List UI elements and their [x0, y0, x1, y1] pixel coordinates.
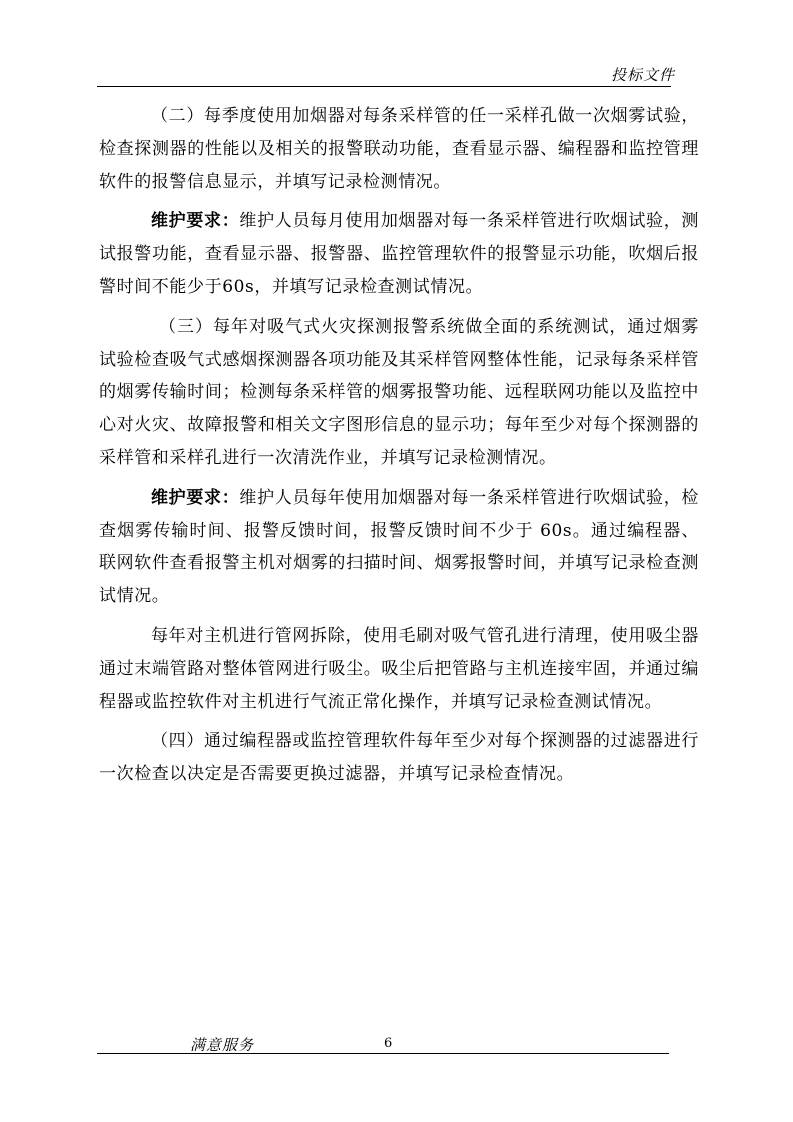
paragraph-inspection-annual [99, 311, 699, 475]
footer-left-text: 满意服务 [190, 1036, 255, 1054]
header-title: 投标文件 [610, 66, 675, 84]
paragraph-text: 每年对主机进行管网拆除，使用毛刷对吸气管孔进行清理，使用吸尘器通过末端管路对整体管网进行吸尘。吸尘后把管路与主机连接牢固，并通过编程器或监控软件对主机进行气流正常化操作，并填写记录检查测试情况。 [99, 625, 699, 712]
paragraph-pipe-cleaning [99, 620, 699, 718]
header-rule [97, 86, 671, 87]
paragraph-maintenance-annual [99, 482, 699, 613]
paragraph-text: 维护人员每年使用加烟器对每一条采样管进行吹烟试验，检查烟雾传输时间、报警反馈时间，报警反馈时间不少于 60s。通过编程器、联网软件查看报警主机对烟雾的扫描时间、烟雾报警时间，并填写记录检查测试情况。 [99, 487, 699, 607]
paragraph-text: （二）每季度使用加烟器对每条采样管的任一采样孔做一次烟雾试验，检查探测器的性能以及相关的报警联动功能，查看显示器、编程器和监控管理软件的报警信息显示，并填写记录检测情况。 [99, 106, 699, 192]
footer-rule [97, 1053, 669, 1054]
paragraph-maintenance-monthly [99, 205, 699, 303]
page-number: 6 [384, 1036, 393, 1051]
paragraph-text: （三）每年对吸气式火灾探测报警系统做全面的系统测试，通过烟雾试验检查吸气式感烟探测器各项功能及其采样管网整体性能，记录每条采样管的烟雾传输时间；检测每条采样管的烟雾报警功能、远程联网功能以及监控中心对火灾、故障报警和相关文字图形信息的显示功；每年至少对每个探测器的采样管和采样孔进行一次清洗作业，并填写记录检测情况。 [99, 316, 699, 468]
maintenance-label: 维护要求： [151, 211, 240, 232]
document-body [99, 100, 699, 798]
paragraph-text: （四）通过编程器或监控管理软件每年至少对每个探测器的过滤器进行一次检查以决定是否需要更换过滤器，并填写记录检查情况。 [99, 731, 699, 785]
paragraph-text: 维护人员每月使用加烟器对每一条采样管进行吹烟试验，测试报警功能，查看显示器、报警器、监控管理软件的报警显示功能，吹烟后报警时间不能少于60s，并填写记录检查测试情况。 [99, 211, 699, 297]
paragraph-filter-check [99, 725, 699, 791]
maintenance-label: 维护要求： [151, 487, 240, 508]
paragraph-inspection-quarterly [99, 100, 699, 198]
